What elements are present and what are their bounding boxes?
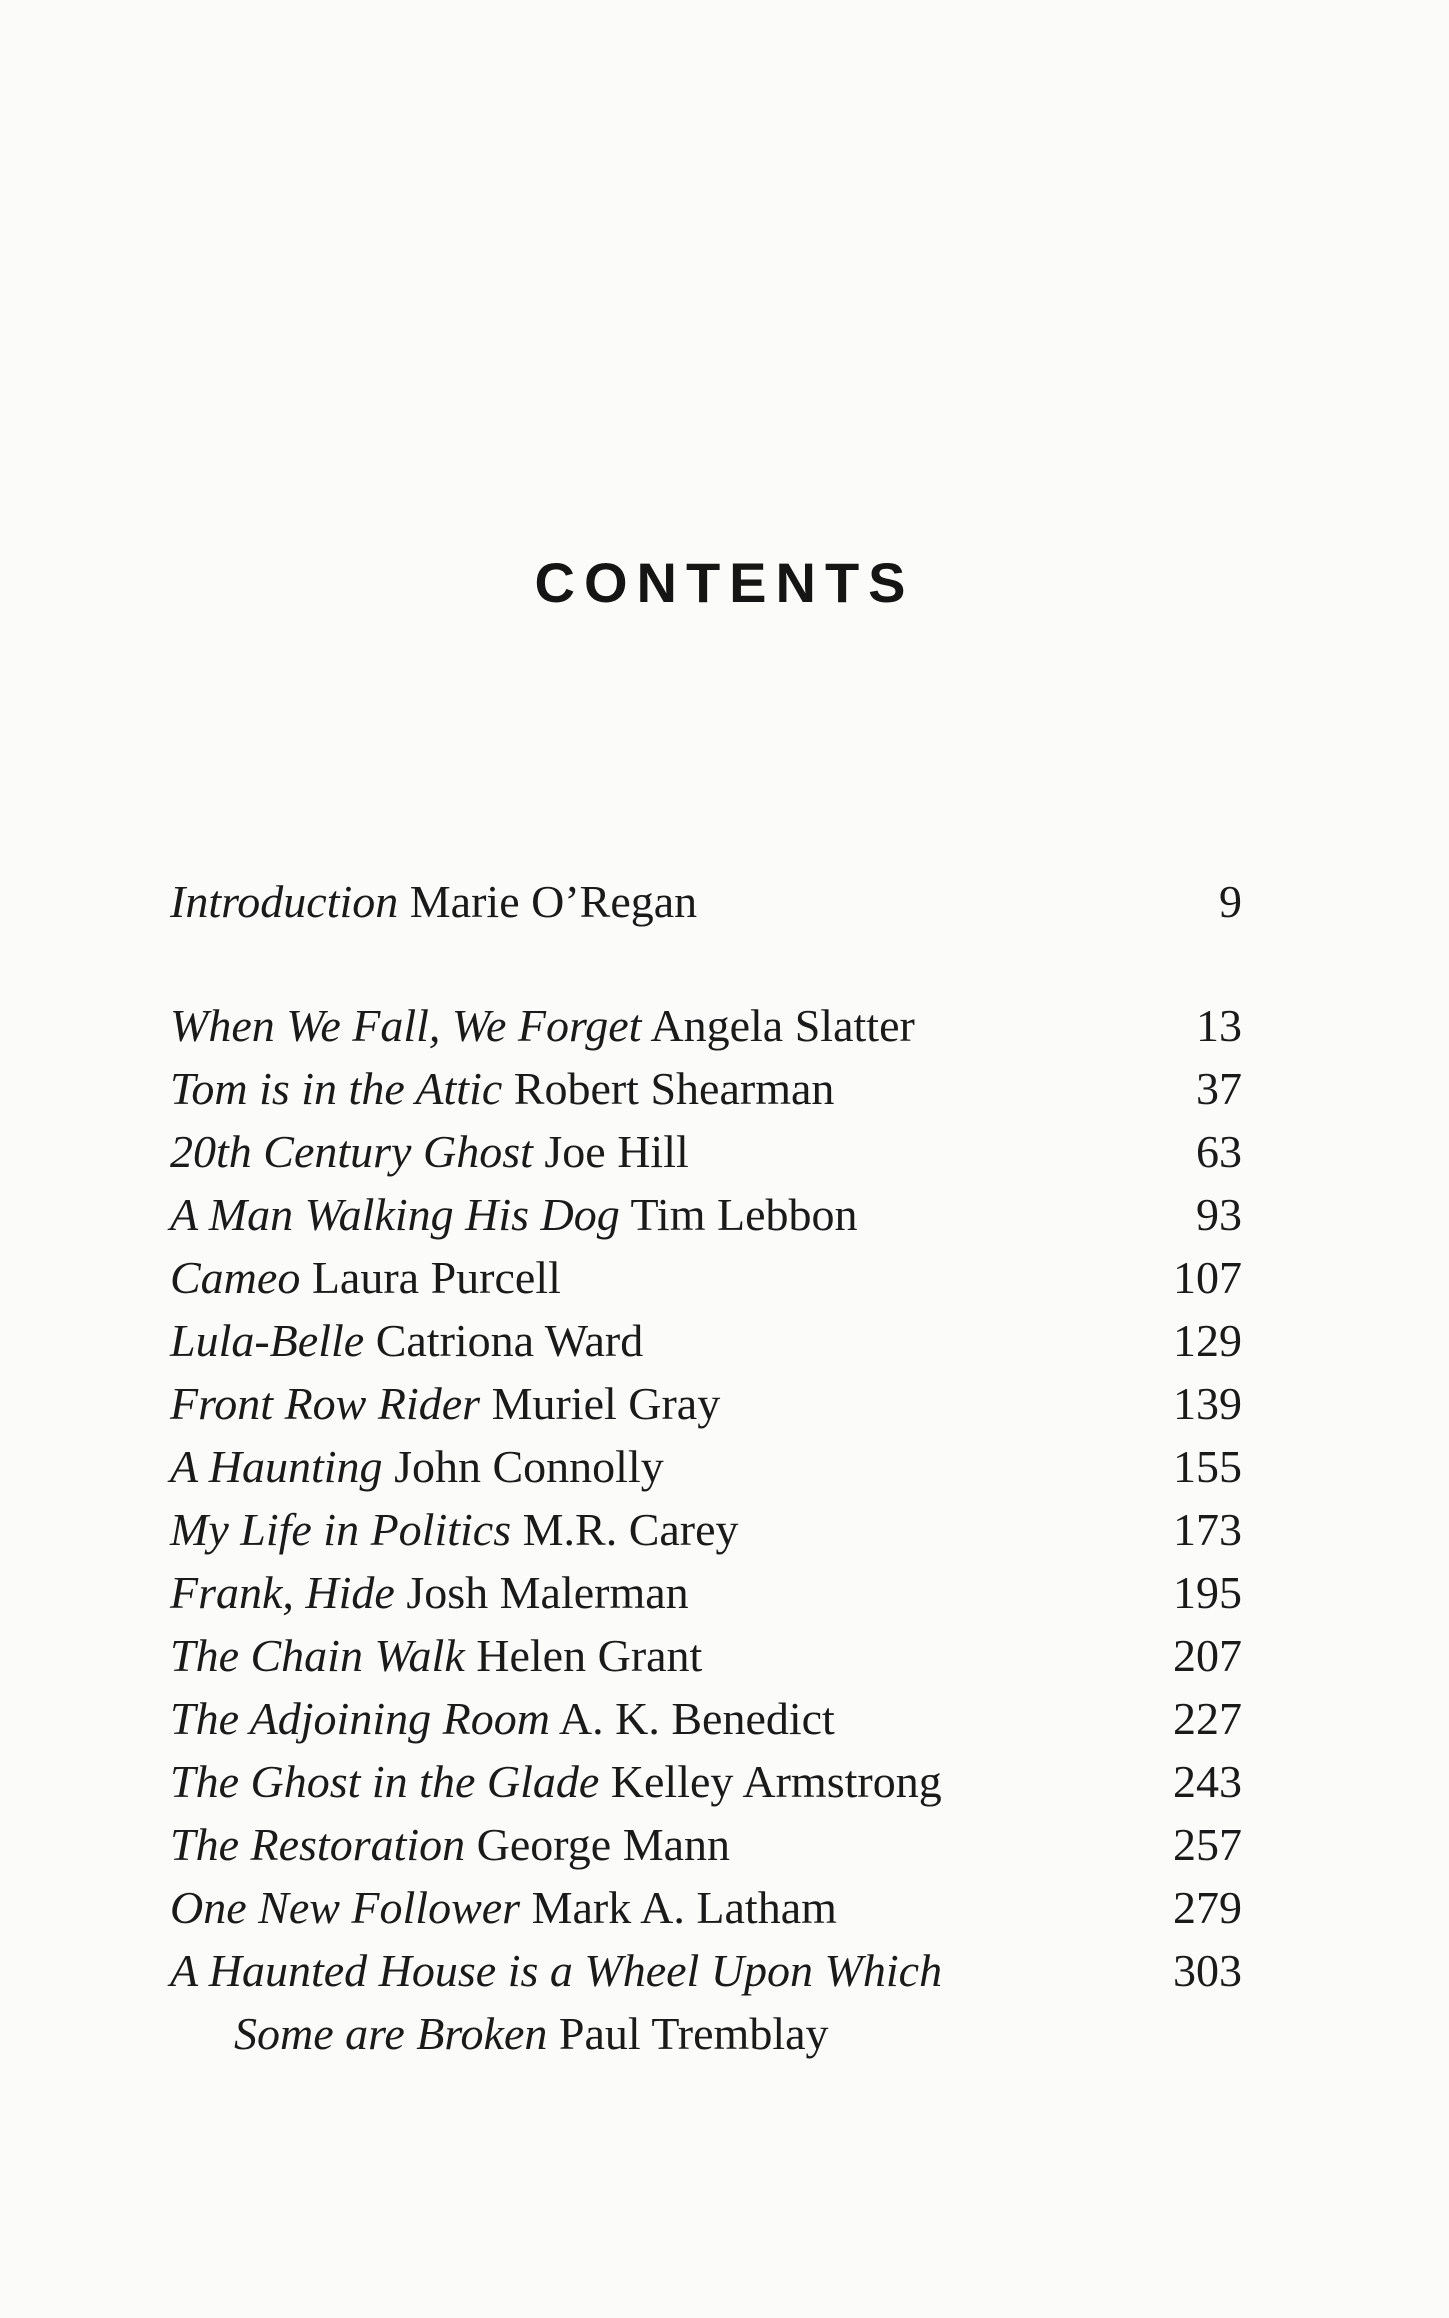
entry-page-number: 107 xyxy=(1173,1252,1242,1303)
toc-entry xyxy=(170,1561,1242,1624)
entry-title: A Man Walking His Dog xyxy=(170,1189,620,1240)
entry-page-number: 227 xyxy=(1173,1693,1242,1744)
toc-entry xyxy=(170,1813,1242,1876)
entry-page-number: 129 xyxy=(1173,1315,1242,1366)
page-title: CONTENTS xyxy=(534,551,915,614)
toc-entry xyxy=(170,1183,1242,1246)
entry-page-number: 9 xyxy=(1219,876,1242,927)
entry-title: A Haunting xyxy=(170,1441,383,1492)
entry-title: 20th Century Ghost xyxy=(170,1126,533,1177)
entry-page-number: 155 xyxy=(1173,1441,1242,1492)
toc-entry xyxy=(170,1057,1242,1120)
entry-author: Laura Purcell xyxy=(311,1252,561,1303)
entry-title: The Restoration xyxy=(170,1819,466,1870)
toc-entry xyxy=(170,1498,1242,1561)
toc-entry xyxy=(170,1120,1242,1183)
toc-entry xyxy=(170,1246,1242,1309)
entry-title: When We Fall, We Forget xyxy=(170,1000,642,1051)
entry-title: Cameo xyxy=(170,1252,301,1303)
entry-page-number: 279 xyxy=(1173,1882,1242,1933)
toc-entry xyxy=(170,1435,1242,1498)
toc-entry xyxy=(170,1309,1242,1372)
entry-author: Kelley Armstrong xyxy=(610,1756,942,1807)
toc-entry xyxy=(170,1372,1242,1435)
entry-page-number: 37 xyxy=(1196,1063,1242,1114)
entry-title: Frank, Hide xyxy=(170,1567,395,1618)
entry-page-number: 173 xyxy=(1173,1504,1242,1555)
toc-entry-last-continuation xyxy=(170,2002,1242,2065)
entry-page-number: 63 xyxy=(1196,1126,1242,1177)
entry-author: Helen Grant xyxy=(476,1630,703,1681)
entry-title: The Chain Walk xyxy=(170,1630,465,1681)
entry-author: Tim Lebbon xyxy=(630,1189,858,1240)
entry-title: Introduction xyxy=(170,876,399,927)
entry-author: Marie O’Regan xyxy=(409,876,698,927)
entry-title: The Ghost in the Glade xyxy=(170,1756,600,1807)
entry-author: George Mann xyxy=(476,1819,731,1870)
entry-page-number: 257 xyxy=(1173,1819,1242,1870)
toc-entry-introduction xyxy=(170,870,1242,933)
entry-author: A. K. Benedict xyxy=(558,1693,835,1744)
entry-author: M.R. Carey xyxy=(522,1504,739,1555)
entry-page-number: 243 xyxy=(1173,1756,1242,1807)
entry-title: My Life in Politics xyxy=(170,1504,512,1555)
entry-author: John Connolly xyxy=(394,1441,664,1492)
toc-entry xyxy=(170,1876,1242,1939)
entry-author: Mark A. Latham xyxy=(531,1882,837,1933)
entry-title: The Adjoining Room xyxy=(170,1693,550,1744)
entry-page-number: 93 xyxy=(1196,1189,1242,1240)
entry-title-line1: A Haunted House is a Wheel Upon Which xyxy=(170,1945,943,1996)
entry-page-number: 195 xyxy=(1173,1567,1242,1618)
entry-author: Paul Tremblay xyxy=(558,2008,829,2059)
entry-title: Tom is in the Attic xyxy=(170,1063,503,1114)
entry-author: Josh Malerman xyxy=(406,1567,689,1618)
contents-list xyxy=(170,870,1242,2065)
entry-author: Catriona Ward xyxy=(375,1315,644,1366)
toc-entry xyxy=(170,1624,1242,1687)
entry-page-number: 207 xyxy=(1173,1630,1242,1681)
toc-entry xyxy=(170,1687,1242,1750)
entry-author: Robert Shearman xyxy=(513,1063,835,1114)
toc-entry-last xyxy=(170,1939,1242,2002)
entry-page-number: 303 xyxy=(1173,1945,1242,1996)
entry-author: Angela Slatter xyxy=(650,1000,915,1051)
toc-entry xyxy=(170,1750,1242,1813)
entry-page-number: 139 xyxy=(1173,1378,1242,1429)
entry-page-number: 13 xyxy=(1196,1000,1242,1051)
entry-title: Lula-Belle xyxy=(170,1315,365,1366)
toc-entry xyxy=(170,994,1242,1057)
entry-author: Joe Hill xyxy=(544,1126,689,1177)
entry-author: Muriel Gray xyxy=(491,1378,721,1429)
entry-title: Front Row Rider xyxy=(170,1378,481,1429)
entry-title: One New Follower xyxy=(170,1882,521,1933)
entry-title-line2: Some are Broken xyxy=(234,2008,548,2059)
